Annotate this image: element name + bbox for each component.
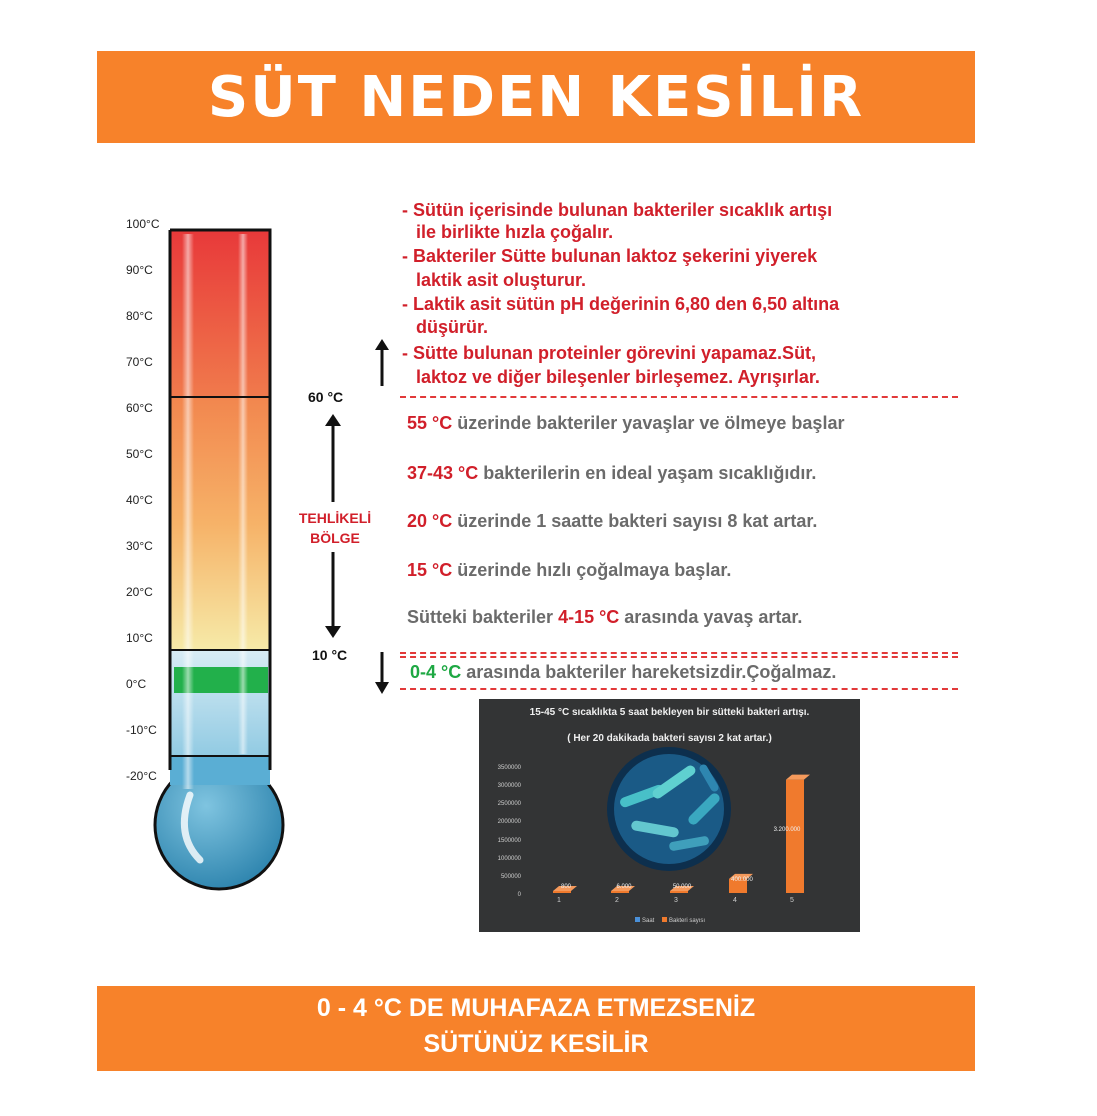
y-tick: 1500000: [497, 838, 521, 844]
fact-0-4c-text: arasında bakteriler hareketsizdir.Çoğalmaz.: [461, 662, 837, 682]
divider-10c-bottom: [400, 656, 958, 658]
fact-0-4c-temp: 0-4 °C: [410, 662, 462, 682]
chart-legend: [629, 917, 705, 924]
tick-10: 10°C: [126, 631, 153, 645]
tick-0: 0°C: [126, 677, 147, 691]
bar-bakteri-3: [670, 891, 688, 893]
fact-37-43c-temp: 37-43 °C: [407, 463, 479, 483]
label-10c: 10 °C: [312, 647, 348, 663]
danger-zone-label: [286, 508, 384, 548]
danger-line-1: TEHLİKELİ: [298, 510, 372, 526]
data-label: 50.000: [672, 884, 692, 890]
fact-4-15c-temp: 4-15 °C: [558, 607, 620, 627]
y-tick: 2000000: [497, 819, 521, 825]
warning-banner: [97, 986, 975, 1071]
fact-37-43c: [407, 463, 816, 484]
tick-minus-10: -10°C: [126, 723, 157, 737]
fact-line-7: - Sütte bulunan proteinler görevini yapamaz.Süt,: [402, 343, 817, 363]
bar-bakteri-1: [553, 891, 571, 893]
legend-saat: Saat: [642, 918, 655, 924]
arrow-up-icon: [325, 414, 341, 502]
warning-line-2: SÜTÜNÜZ KESİLİR: [423, 1030, 649, 1058]
y-tick: 3500000: [497, 765, 521, 771]
data-label: 400.000: [731, 877, 753, 883]
label-60c: 60 °C: [308, 389, 344, 405]
x-tick: 2: [615, 897, 619, 904]
data-label: 800: [560, 884, 571, 890]
warning-line-1: 0 - 4 °C DE MUHAFAZA ETMEZSENİZ: [316, 994, 756, 1022]
y-tick: 2500000: [497, 801, 521, 807]
fact-15c-text: üzerinde hızlı çoğalmaya başlar.: [452, 560, 732, 580]
tick-80: 80°C: [126, 309, 153, 323]
arrow-down-icon: [325, 552, 341, 638]
fact-4-15c: [407, 607, 802, 628]
tick-50: 50°C: [126, 447, 153, 461]
tick-20: 20°C: [126, 585, 153, 599]
title-banner: [97, 51, 975, 143]
fact-line-1: - Sütün içerisinde bulunan bakteriler sıcaklık artışı: [402, 200, 833, 220]
bar-bakteri-2: [611, 891, 629, 893]
y-tick: 1000000: [497, 856, 521, 862]
legend-bakteri: Bakteri sayısı: [669, 918, 706, 924]
fact-line-4: laktik asit oluşturur.: [416, 270, 587, 290]
chart-title: 15-45 °C sıcaklıkta 5 saat bekleyen bir sütteki bakteri artışı.: [529, 707, 810, 718]
x-tick: 1: [557, 897, 561, 904]
divider-60c: [400, 396, 958, 398]
tick-30: 30°C: [126, 539, 153, 553]
x-tick: 3: [674, 897, 678, 904]
fact-55c: [407, 413, 844, 434]
data-label: 3.200.000: [773, 827, 801, 833]
arrow-up-icon: [370, 338, 394, 388]
y-tick: 500000: [500, 874, 521, 880]
data-label: 6.000: [616, 884, 632, 890]
tick-100: 100°C: [126, 217, 160, 231]
divider-0c: [400, 688, 958, 690]
tick-90: 90°C: [126, 263, 153, 277]
danger-line-2: BÖLGE: [310, 530, 360, 546]
fact-37-43c-text: bakterilerin en ideal yaşam sıcaklığıdır.: [478, 463, 817, 483]
y-tick: 0: [517, 892, 521, 898]
fact-line-8: laktoz ve diğer bileşenler birleşemez. Ayrışırlar.: [416, 367, 820, 387]
fact-line-6: düşürür.: [416, 317, 489, 337]
tick-60: 60°C: [126, 401, 153, 415]
bacteria-growth-chart: [479, 699, 860, 932]
x-tick: 5: [790, 897, 794, 904]
chart-subtitle: ( Her 20 dakikada bakteri sayısı 2 kat artar.): [567, 733, 772, 744]
tick-70: 70°C: [126, 355, 153, 369]
bacteria-image: [607, 747, 731, 871]
x-tick: 4: [733, 897, 737, 904]
bar-bakteri-5: [786, 780, 804, 893]
fact-20c-temp: 20 °C: [407, 511, 453, 531]
fact-20c: [407, 511, 817, 532]
fact-55c-temp: 55 °C: [407, 413, 453, 433]
fact-4-15c-pre: Sütteki bakteriler: [407, 607, 559, 627]
tick-minus-20: -20°C: [126, 769, 157, 783]
divider-10c-top: [400, 652, 958, 654]
fact-20c-text: üzerinde 1 saatte bakteri sayısı 8 kat artar.: [452, 511, 818, 531]
fact-line-2: ile birlikte hızla çoğalır.: [416, 222, 614, 242]
fact-55c-text: üzerinde bakteriler yavaşlar ve ölmeye başlar: [452, 413, 845, 433]
fact-line-3: - Bakteriler Sütte bulunan laktoz şekerini yiyerek: [402, 246, 818, 266]
page-title: SÜT NEDEN KESİLİR: [207, 65, 865, 130]
chart-plot: [479, 699, 860, 932]
arrow-down-icon: [370, 650, 394, 696]
bar-top-5: [786, 775, 810, 780]
fact-15c-temp: 15 °C: [407, 560, 453, 580]
fact-4-15c-post: arasında yavaş artar.: [619, 607, 803, 627]
fact-line-5: - Laktik asit sütün pH değerinin 6,80 den 6,50 altına: [402, 294, 840, 314]
fact-15c: [407, 560, 731, 581]
fact-0-4c: [410, 662, 836, 683]
tick-40: 40°C: [126, 493, 153, 507]
y-tick: 3000000: [497, 783, 521, 789]
